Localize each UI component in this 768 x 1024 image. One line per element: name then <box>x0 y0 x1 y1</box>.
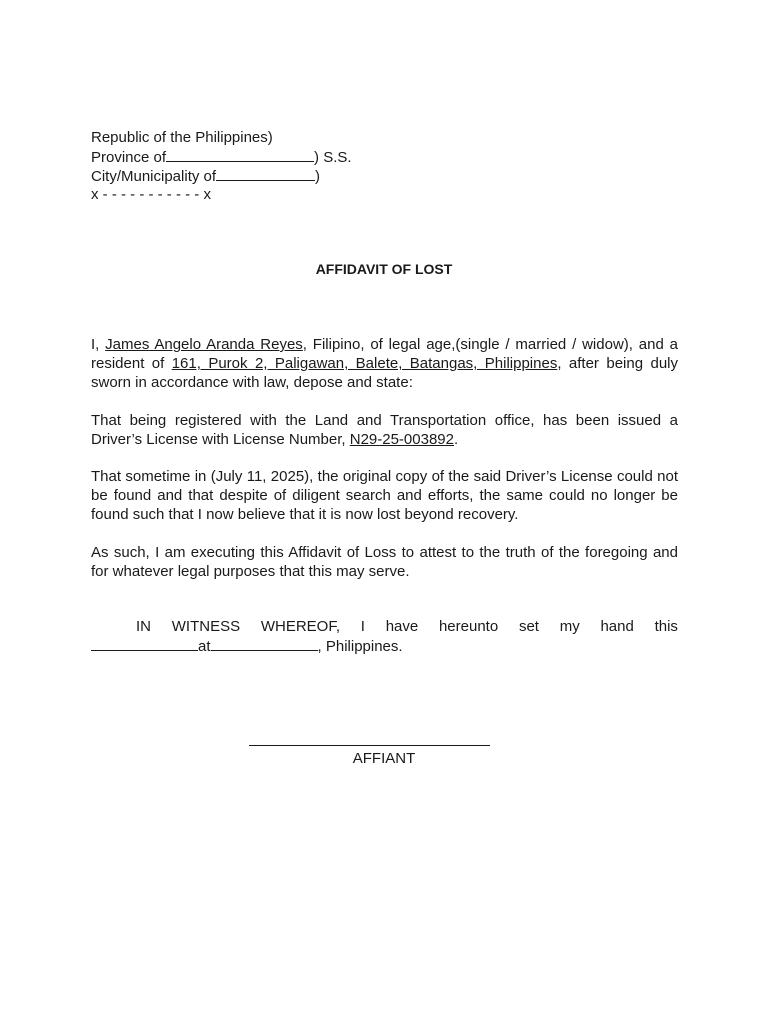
venue-separator: x - - - - - - - - - - - x <box>91 186 211 203</box>
place-blank <box>211 636 318 651</box>
province-blank <box>166 147 314 162</box>
venue-block <box>91 128 491 204</box>
witness-clause: IN WITNESS WHEREOF, I have hereunto set my hand this <box>136 618 678 635</box>
paragraph-license: That being registered with the Land and Transportation office, has been issued a Driver’s License with License Number, N29-25-003892. <box>91 412 678 448</box>
affiant-label: AFFIANT <box>352 750 416 767</box>
venue-province: Province of ) S.S. <box>91 149 352 166</box>
signature-line <box>249 745 490 746</box>
paragraph-loss: That sometime in (July 11, 2025), the original copy of the said Driver’s License could not be found and that despite of diligent search and efforts, the same could no longer be found such that I now believe that it is now lost beyond recovery. <box>91 468 678 523</box>
venue-republic: Republic of the Philippines) <box>91 129 273 146</box>
city-blank <box>216 166 315 181</box>
license-number: N29-25-003892 <box>349 431 454 448</box>
witness-date-place: at , Philippines. <box>91 636 403 656</box>
date-blank <box>91 636 198 651</box>
affiant-address: 161, Purok 2, Paligawan, Balete, Batangas, Philippines <box>171 355 558 372</box>
venue-city: City/Municipality of ) <box>91 168 321 185</box>
paragraph-purpose: As such, I am executing this Affidavit of Loss to attest to the truth of the foregoing and for whatever legal purposes that this may serve. <box>91 544 678 580</box>
affiant-name: James Angelo Aranda Reyes <box>105 336 303 353</box>
paragraph-affiant-identity: I, James Angelo Aranda Reyes, Filipino, of legal age,(single / married / widow), and a resident of 161, Purok 2, Paligawan, Balete, Batangas, Philippines, after being duly sworn in accordance with law, depose and state: <box>91 336 678 391</box>
document-title: AFFIDAVIT OF LOST <box>315 261 453 277</box>
